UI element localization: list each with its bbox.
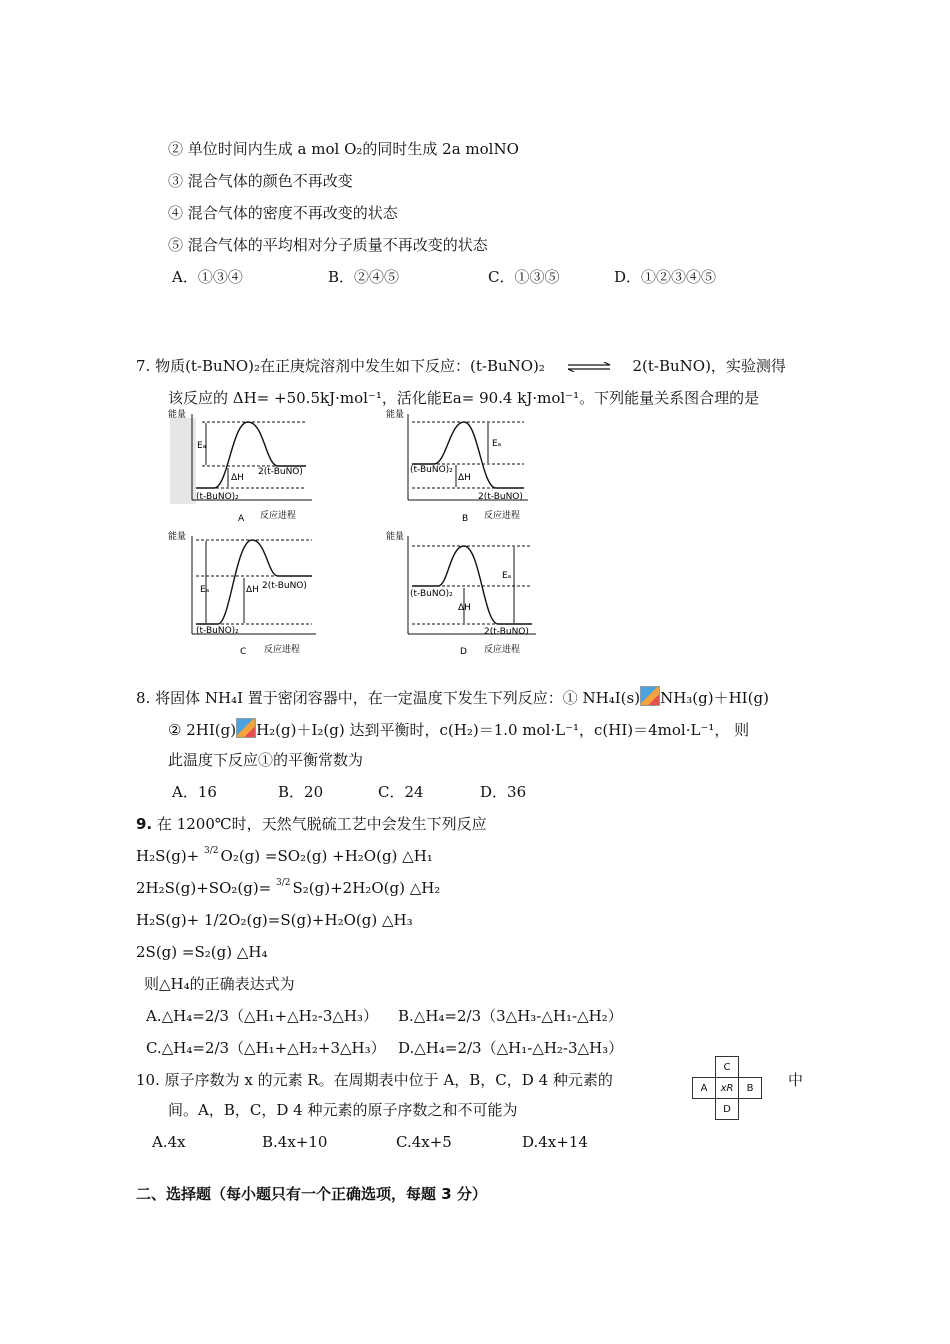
q8-stem-line2: [168, 718, 749, 740]
diagram-a-letter: A: [238, 514, 245, 524]
diagram-b-ylabel: 能量: [386, 410, 405, 420]
q8-stem-line1: [136, 686, 769, 708]
q10-stem-tail: 中: [788, 1071, 804, 1089]
q8-stem-line3: 此温度下反应①的平衡常数为: [168, 751, 364, 769]
q7-stem-part2: 2(t-BuNO)，实验测得: [632, 357, 786, 375]
section-heading: 二、选择题（每小题只有一个正确选项，每题 3 分）: [136, 1185, 487, 1203]
diagram-a-product: 2(t-BuNO): [258, 467, 303, 477]
diagram-b-reactant: (t-BuNO)₂: [410, 465, 453, 475]
q8-option-a: A．16: [172, 783, 217, 801]
q8-option-b: B．20: [278, 783, 324, 801]
periodic-table-fragment: [692, 1056, 762, 1120]
energy-diagram-c: [166, 530, 336, 658]
fraction: 3/2: [276, 878, 291, 888]
q6-item-3: ③ 混合气体的颜色不再改变: [168, 172, 353, 190]
table-cell-empty: [739, 1099, 762, 1120]
equilibrium-arrow-icon: [566, 357, 612, 377]
q9-option-a: A.△H₄=2/3（△H₁+△H₂-3△H₃）: [146, 1007, 379, 1025]
q8-stem-part3: ② 2HI(g): [168, 721, 237, 739]
diagram-b-product: 2(t-BuNO): [478, 492, 523, 502]
table-cell-c: C: [716, 1057, 739, 1078]
energy-diagram-d: [384, 530, 554, 658]
q10-option-c: C.4x+5: [396, 1133, 452, 1151]
energy-diagram-a: [166, 408, 336, 526]
diagram-a-ylabel: 能量: [168, 410, 187, 420]
q9-stem: [136, 814, 487, 834]
q6-option-b: B．②④⑤: [328, 268, 400, 286]
q6-option-c: C．①③⑤: [488, 268, 560, 286]
q9-option-c: C.△H₄=2/3（△H₁+△H₂+3△H₃）: [146, 1039, 386, 1057]
diagram-b-dh: ΔH: [458, 473, 471, 483]
q9-option-d: D.△H₄=2/3（△H₁-△H₂-3△H₃）: [398, 1039, 624, 1057]
q7-stem-line1: [136, 356, 786, 377]
diagram-d-ylabel: 能量: [386, 532, 405, 542]
q9-eq1-right: O₂(g) =SO₂(g) +H₂O(g) △H₁: [220, 847, 433, 865]
diagram-a-xlabel: 反应进程: [260, 511, 297, 521]
diagram-d-dh: ΔH: [458, 603, 471, 613]
diagram-d-product: 2(t-BuNO): [484, 627, 529, 637]
q6-item-2: ② 单位时间内生成 a mol O₂的同时生成 2a molNO: [168, 140, 519, 158]
table-cell-d: D: [716, 1099, 739, 1120]
q6-item-5: ⑤ 混合气体的平均相对分子质量不再改变的状态: [168, 236, 488, 254]
diagram-a-reactant: (t-BuNO)₂: [196, 492, 239, 502]
diagram-c-xlabel: 反应进程: [264, 645, 301, 655]
table-cell-r: xR: [716, 1078, 739, 1099]
q8-option-d: D．36: [480, 783, 527, 801]
table-cell-a: A: [693, 1078, 716, 1099]
table-cell-empty: [693, 1099, 716, 1120]
diagram-b-ea: Eₐ: [492, 439, 502, 449]
q8-stem-part4: H₂(g)＋I₂(g) 达到平衡时，c(H₂)＝1.0 mol·L⁻¹，c(HI)＝4mol·L⁻¹， 则: [256, 721, 750, 739]
diagram-d-xlabel: 反应进程: [484, 645, 521, 655]
diagram-d-letter: D: [460, 647, 467, 657]
fraction: 3/2: [204, 846, 219, 856]
diagram-c-letter: C: [240, 647, 247, 657]
q10-option-b: B.4x+10: [262, 1133, 328, 1151]
broken-image-icon: [640, 686, 660, 706]
q10-stem-line1: 10. 原子序数为 x 的元素 R。在周期表中位于 A，B，C，D 4 种元素的: [136, 1071, 613, 1089]
diagram-d-reactant: (t-BuNO)₂: [410, 589, 453, 599]
q7-stem-line2: 该反应的 ΔH= +50.5kJ·mol⁻¹，活化能Ea= 90.4 kJ·mol⁻¹。下列能量关系图合理的是: [168, 389, 760, 407]
table-cell-b: B: [739, 1078, 762, 1099]
diagram-b-xlabel: 反应进程: [484, 511, 521, 521]
q9-ask: 则△H₄的正确表达式为: [144, 975, 295, 993]
q8-stem-part1: 8. 将固体 NH₄I 置于密闭容器中，在一定温度下发生下列反应：① NH₄I(s): [136, 689, 641, 707]
diagram-c-product: 2(t-BuNO): [262, 581, 307, 591]
q6-item-4: ④ 混合气体的密度不再改变的状态: [168, 204, 398, 222]
diagram-a-ea: Eₐ: [197, 441, 207, 451]
q9-equation-4: 2S(g) =S₂(g) △H₄: [136, 943, 268, 961]
q6-option-a: A．①③④: [172, 268, 243, 286]
diagram-c-ea: Eₐ: [200, 585, 210, 595]
q9-option-b: B.△H₄=2/3（3△H₃-△H₁-△H₂）: [398, 1007, 623, 1025]
q9-equation-1: [136, 846, 433, 869]
q8-option-c: C．24: [378, 783, 424, 801]
broken-image-icon: [236, 718, 256, 738]
table-cell-empty: [693, 1057, 716, 1078]
q10-option-d: D.4x+14: [522, 1133, 588, 1151]
q9-eq2-right: S₂(g)+2H₂O(g) △H₂: [292, 879, 441, 897]
diagram-a-dh: ΔH: [231, 473, 244, 483]
q9-stem-text: 在 1200℃时，天然气脱硫工艺中会发生下列反应: [156, 815, 487, 833]
q9-eq2-left: 2H₂S(g)+SO₂(g)=: [136, 879, 272, 897]
table-cell-empty: [739, 1057, 762, 1078]
q10-stem-line2: 间。A，B，C，D 4 种元素的原子序数之和不可能为: [168, 1101, 518, 1119]
q9-equation-2: [136, 878, 440, 901]
diagram-c-reactant: (t-BuNO)₂: [196, 626, 239, 636]
q9-number: 9.: [136, 815, 153, 833]
q10-option-a: A.4x: [152, 1133, 186, 1151]
energy-diagram-b: [384, 408, 554, 526]
diagram-b-letter: B: [462, 514, 469, 524]
diagram-d-ea: Eₐ: [502, 571, 512, 581]
q7-stem-part1: 7. 物质(t-BuNO)₂在正庚烷溶剂中发生如下反应：(t-BuNO)₂: [136, 357, 545, 375]
diagram-c-ylabel: 能量: [168, 532, 187, 542]
q9-eq1-left: H₂S(g)+: [136, 847, 200, 865]
q8-stem-part2: NH₃(g)＋HI(g): [660, 689, 769, 707]
q9-equation-3: H₂S(g)+ 1/2O₂(g)=S(g)+H₂O(g) △H₃: [136, 911, 413, 929]
diagram-c-dh: ΔH: [246, 585, 259, 595]
q6-option-d: D．①②③④⑤: [614, 268, 717, 286]
